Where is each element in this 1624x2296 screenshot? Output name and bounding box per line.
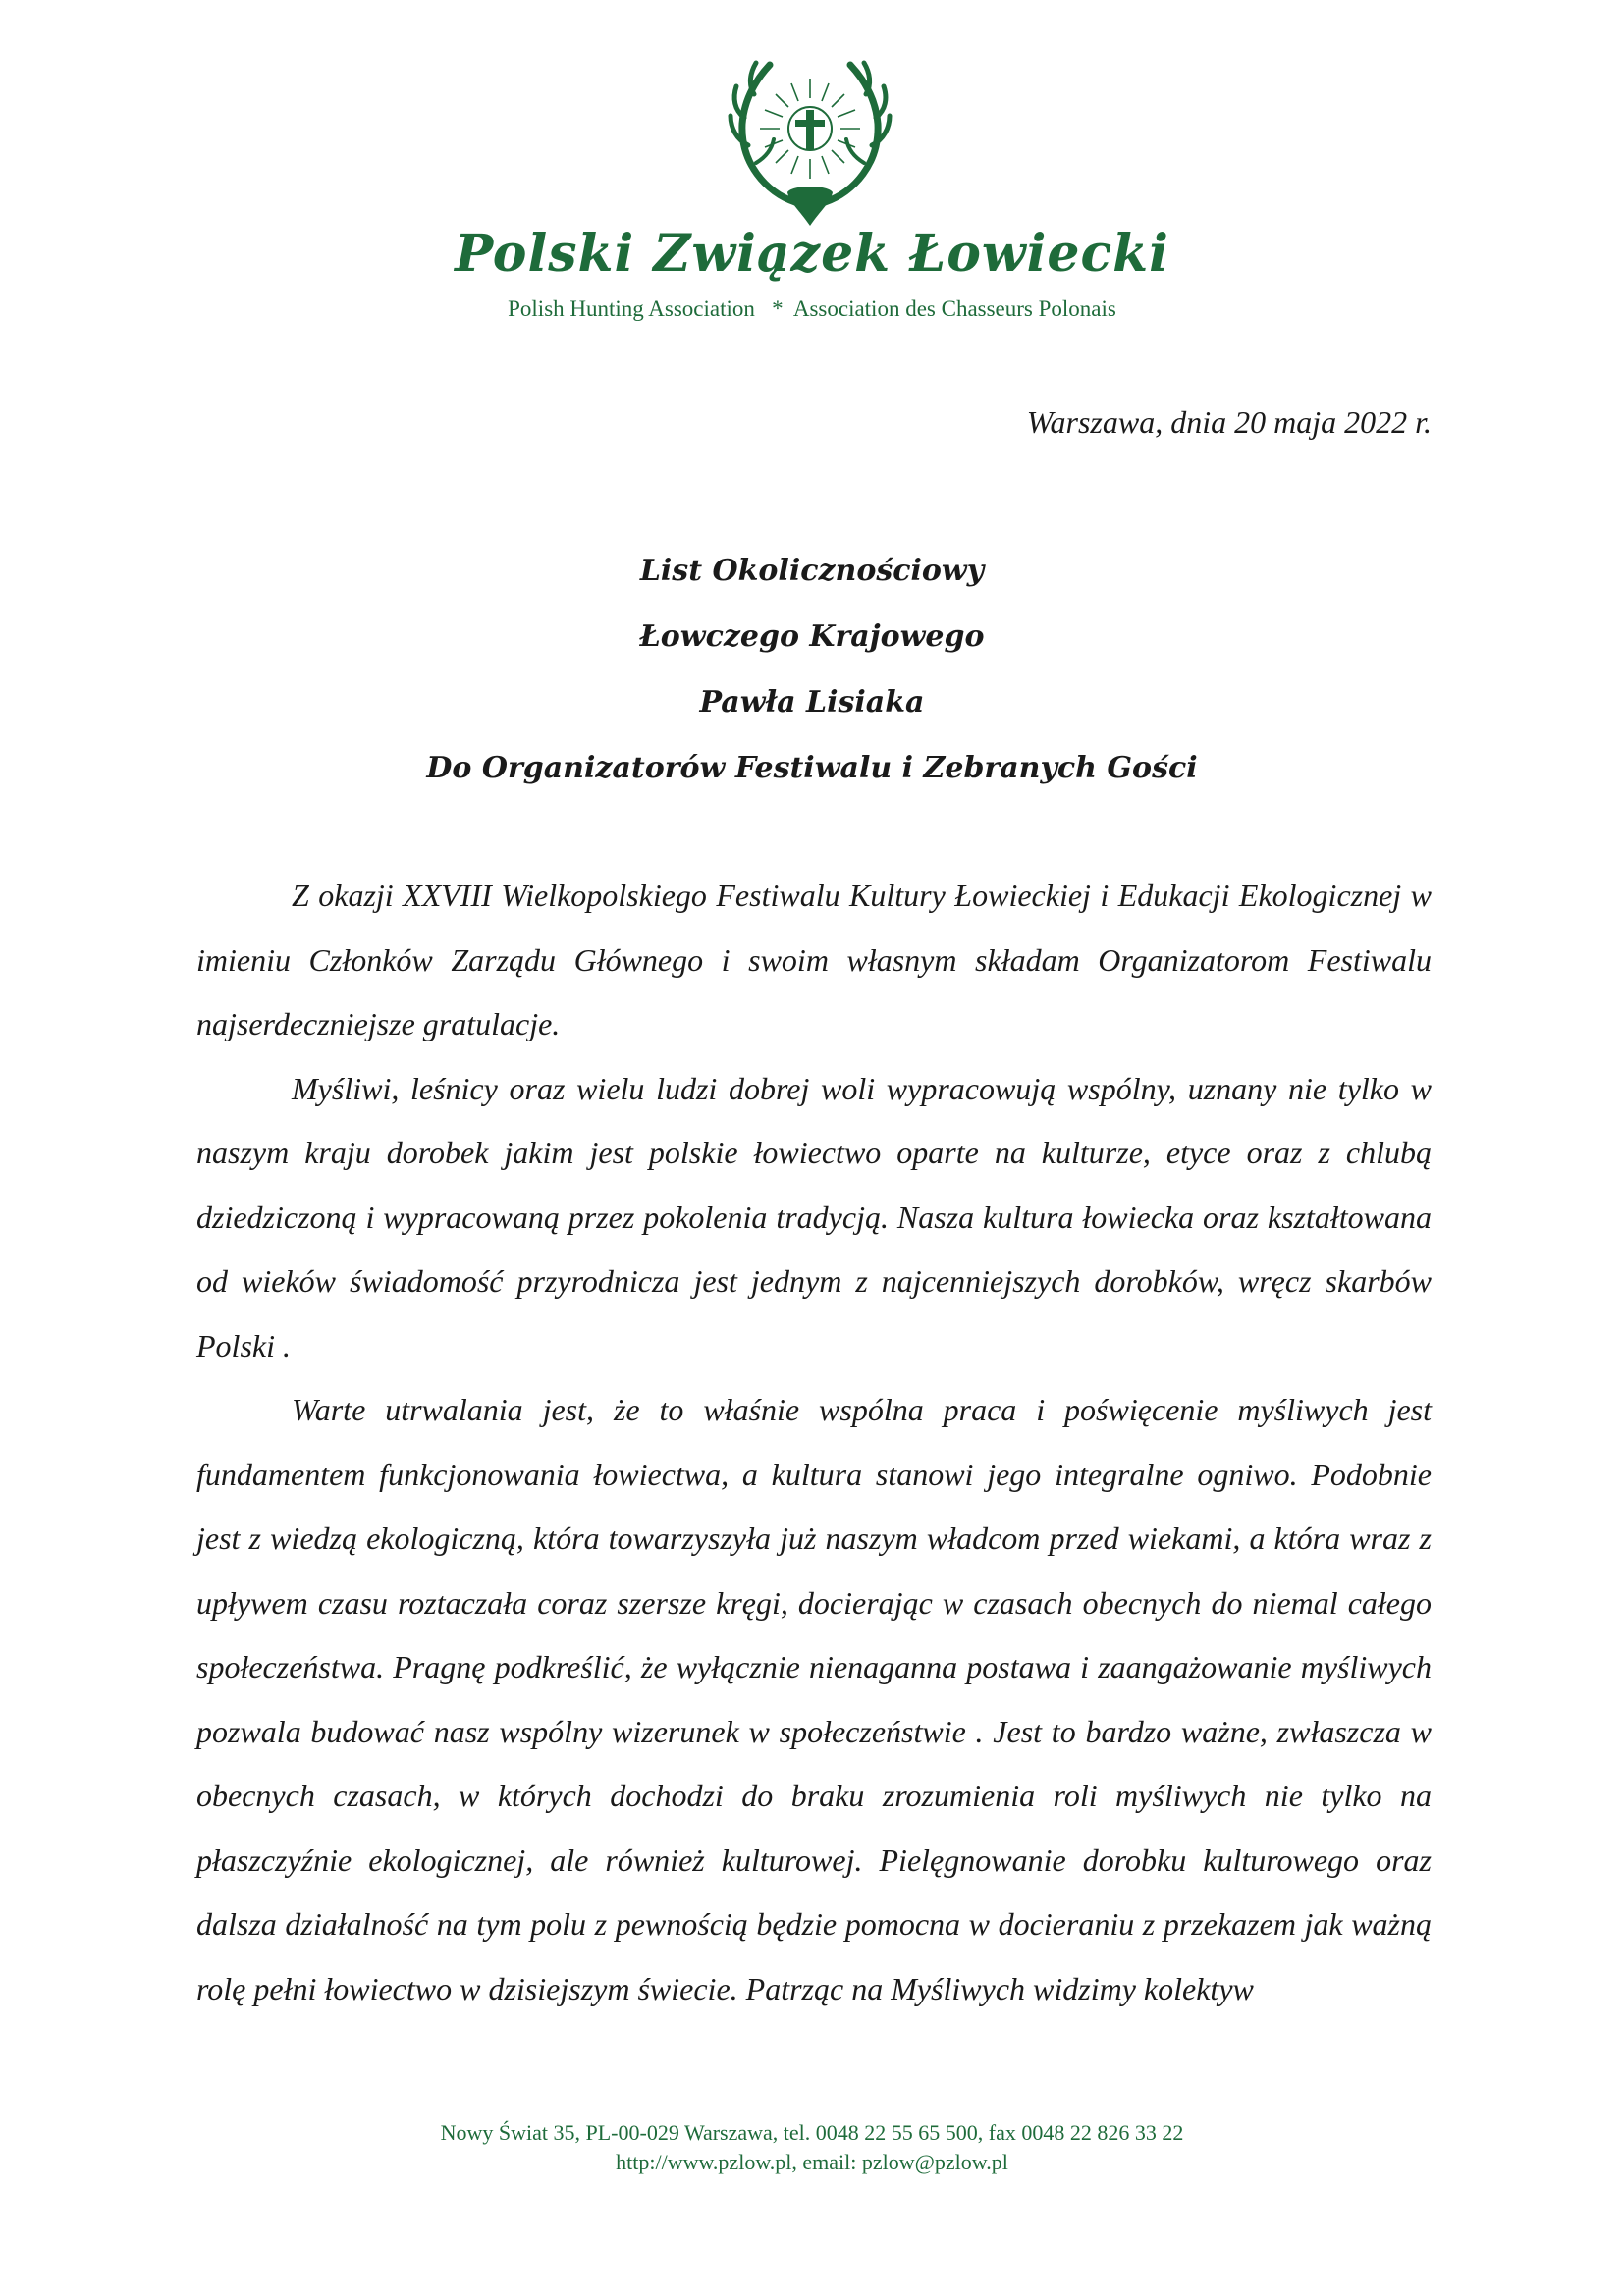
organization-name: Polski Związek Łowiecki: [455, 224, 1169, 284]
body-paragraph-2: Myśliwi, leśnicy oraz wielu ludzi dobrej woli wypracowują wspólny, uznany nie tylko w naszym kraju dorobek jakim jest polskie łowiectwo oparte na kulturze, etyce oraz z chlubą dziedziczoną i wypracowaną przez pokolenia tradycją. Nasza kultura łowiecka oraz kształtowana od wieków świadomość przyrodnicza jest jednym z najcenniejszych dorobków, wręcz skarbów Polski .: [196, 1070, 1432, 1363]
title-line-4: Do Organizatorów Festiwalu i Zebranych Gości: [426, 751, 1198, 785]
title-line-3: Pawła Lisiaka: [699, 685, 925, 720]
body-paragraph-1: Z okazji XXVIII Wielkopolskiego Festiwalu Kultury Łowieckiej i Edukacji Ekologicznej w imieniu Członków Zarządu Głównego i swoim własnym składam Organizatorom Festiwalu najserdeczniejsze gratulacje.: [196, 878, 1432, 1041]
title-line-1: List Okolicznościowy: [639, 554, 985, 588]
letter-footer: [0, 2118, 1624, 2177]
letter-body: [196, 864, 1432, 2021]
title-line-2: Łowczego Krajowego: [639, 619, 985, 654]
organization-subtitle: Polish Hunting Association * Association des Chasseurs Polonais: [508, 296, 1116, 321]
footer-contact: http://www.pzlow.pl, email: pzlow@pzlow.pl: [616, 2150, 1008, 2174]
antlers-cross-emblem-icon: [727, 55, 893, 227]
letter-title: [0, 538, 1624, 801]
letter-date: Warszawa, dnia 20 maja 2022 r.: [1026, 404, 1432, 440]
footer-address: Nowy Świat 35, PL-00-029 Warszawa, tel. 0048 22 55 65 500, fax 0048 22 826 33 22: [440, 2120, 1184, 2145]
body-paragraph-3: Warte utrwalania jest, że to właśnie wspólna praca i poświęcenie myśliwych jest fundamentem funkcjonowania łowiectwa, a kultura stanowi jego integralne ogniwo. Podobnie jest z wiedzą ekologiczną, która towarzyszyła już naszym władcom przed wiekami, a która wraz z upływem czasu roztaczała coraz szersze kręgi, docierając w czasach obecnych do niemal całego społeczeństwa. Pragnę podkreślić, że wyłącznie nienaganna postawa i zaangażowanie myśliwych pozwala budować nasz wspólny wizerunek w społeczeństwie . Jest to bardzo ważne, zwłaszcza w obecnych czasach, w których dochodzi do braku zrozumienia roli myśliwych nie tylko na płaszczyźnie ekologicznej, ale również kulturowej. Pielęgnowanie dorobku kulturowego oraz dalsza działalność na tym polu z pewnością będzie pomocna w docieraniu z przekazem jak ważną rolę pełni łowiectwo w dzisiejszym świecie. Patrząc na Myśliwych widzimy kolektyw: [196, 1392, 1432, 2006]
